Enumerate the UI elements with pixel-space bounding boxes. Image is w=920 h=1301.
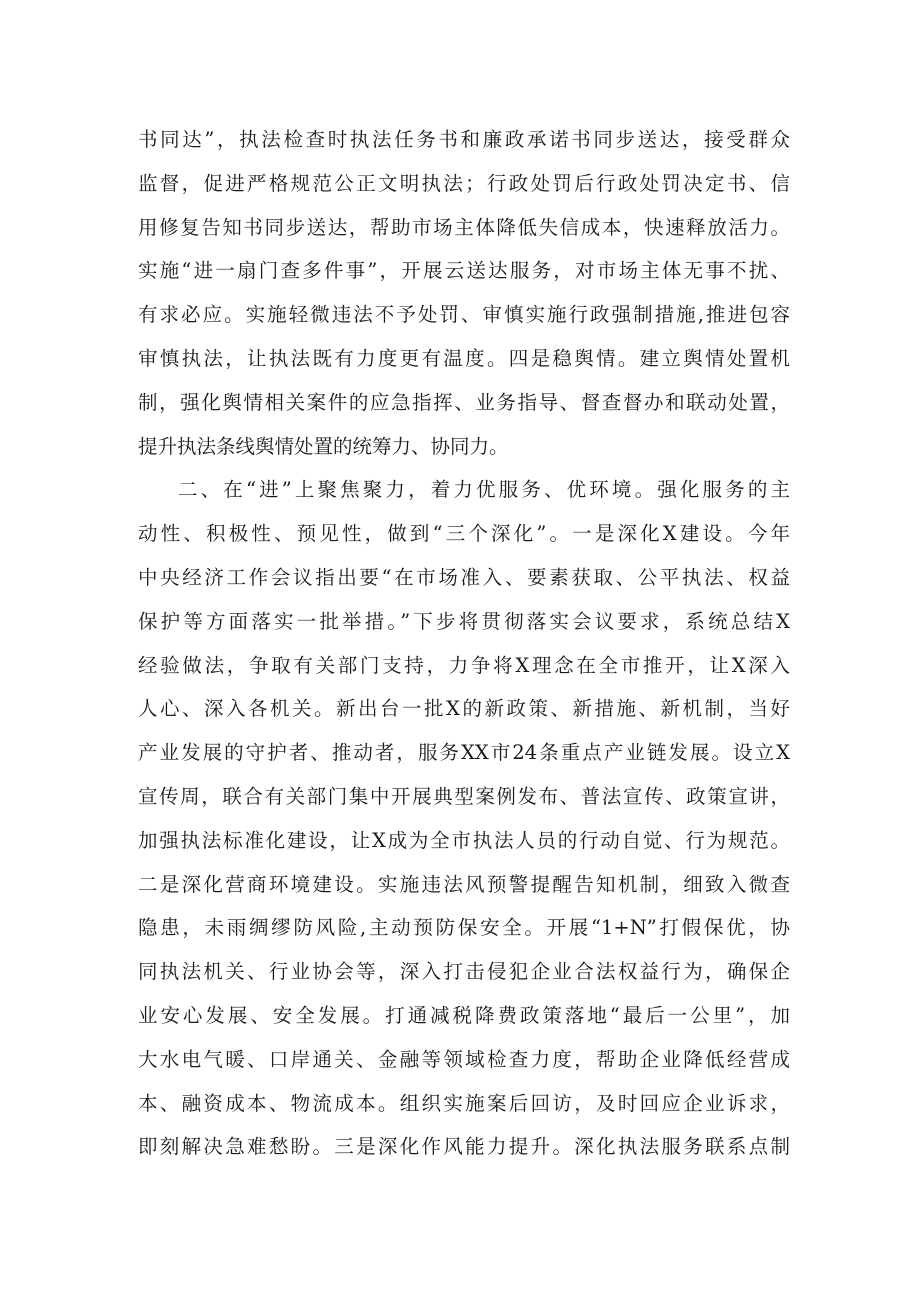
text-line: 即刻解决急难愁盼。三是深化作风能力提升。深化执法服务联系点制 [138, 1135, 790, 1159]
text-line: 书同达”，执法检查时执法任务书和廉政承诺书同步送达，接受群众 [138, 128, 790, 151]
text-line: 有求必应。实施轻微违法不予处罚、审慎实施行政强制措施,推进包容 [138, 303, 790, 327]
text-line: 用修复告知书同步送达，帮助市场主体降低失信成本，快速释放活力。 [138, 215, 790, 239]
text-line: 监督，促进严格规范公正文明执法；行政处罚后行政处罚决定书、信 [138, 171, 790, 195]
text-line: 人心、深入各机关。新出台一批X的新政策、新措施、新机制，当好 [138, 697, 790, 721]
text-line: 产业发展的守护者、推动者，服务XX市24条重点产业链发展。设立X [138, 741, 790, 765]
text-line: 隐患，未雨绸缪防风险,主动预防保安全。开展“1+N”打假保优，协 [138, 916, 790, 940]
text-line: 同执法机关、行业协会等，深入打击侵犯企业合法权益行为，确保企 [138, 960, 790, 984]
text-line: 提升执法条线舆情处置的统筹力、协同力。 [138, 434, 509, 458]
text-line: 大水电气暖、口岸通关、金融等领域检查力度，帮助企业降低经营成 [138, 1047, 790, 1071]
text-line: 中央经济工作会议指出要“在市场准入、要素获取、公平执法、权益 [138, 565, 790, 589]
text-line: 制，强化舆情相关案件的应急指挥、业务指导、督查督办和联动处置， [138, 390, 790, 414]
text-line: 保护等方面落实一批举措。”下步将贯彻落实会议要求，系统总结X [138, 609, 790, 633]
text-line: 本、融资成本、物流成本。组织实施案后回访，及时回应企业诉求， [138, 1091, 790, 1115]
document-body [138, 118, 790, 1169]
text-line: 宣传周，联合有关部门集中开展典型案例发布、普法宣传、政策宣讲， [138, 784, 790, 808]
text-line: 二是深化营商环境建设。实施违法风预警提醒告知机制，细致入微查 [138, 872, 790, 896]
text-line: 二、在“进”上聚焦聚力，着力优服务、优环境。强化服务的主 [178, 478, 790, 502]
paragraph [138, 468, 790, 1169]
text-line: 审慎执法，让执法既有力度更有温度。四是稳舆情。建立舆情处置机 [138, 346, 790, 370]
paragraph [138, 118, 790, 468]
text-line: 实施“进一扇门查多件事”，开展云送达服务，对市场主体无事不扰、 [138, 259, 790, 283]
text-line: 动性、积极性、预见性，做到“三个深化”。一是深化X建设。今年 [138, 522, 790, 546]
text-line: 经验做法，争取有关部门支持，力争将X理念在全市推开，让X深入 [138, 653, 790, 677]
text-line: 加强执法标准化建设，让X成为全市执法人员的行动自觉、行为规范。 [138, 828, 790, 852]
text-line: 业安心发展、安全发展。打通减税降费政策落地“最后一公里”，加 [138, 1003, 790, 1027]
